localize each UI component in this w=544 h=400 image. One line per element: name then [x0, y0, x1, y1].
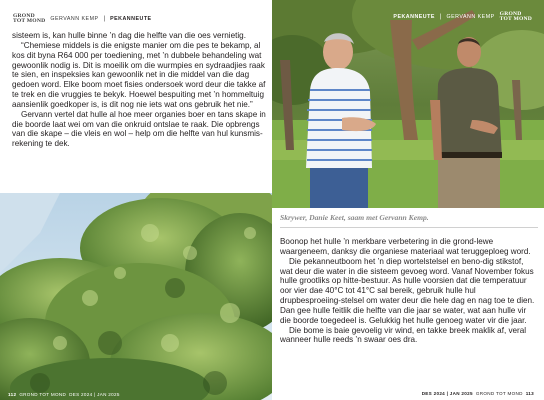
right-page [272, 0, 544, 400]
header-separator: | [103, 16, 106, 22]
pecan-tree-photo [0, 193, 272, 400]
header-author: GERVANN KEMP [446, 14, 495, 20]
page-folio-right [422, 391, 534, 396]
folio-issue: DES 2024 | JAN 2025 [421, 391, 473, 396]
paragraph: “Chemiese middels is die enigste manier om die pes te bekamp, al kos dit byna R64 000 per toediening, met ’n dubbele behandeling wat gewoonlik nodig is. Dit is moeilik om die wurmpies en sydraadjies raak te sien, en inspeksies kan gewoonlik net in die middel van die dag gedoen word. Elke boom moet fisies ondersoek word deur die takke af te trek en die vruggies te bekyk. Hoewel bespuiting met ’n hommeltuig aansienlik goedkoper is, is dit nog nie iets wat ons gebruik het nie.” [12, 40, 266, 109]
page-number: 113 [525, 391, 534, 396]
magazine-logo [500, 12, 532, 22]
logo-line-1: GROND [499, 11, 522, 17]
page-number: 112 [8, 392, 17, 397]
folio-issue: DES 2024 | JAN 2025 [69, 392, 120, 397]
running-header-right [393, 12, 532, 22]
paragraph: Die bome is baie gevoelig vir wind, en takke breek maklik af, veral wanneer hulle reeds ’n swaar oes dra. [280, 325, 527, 345]
folio-publication: GROND TOT MOND [475, 391, 523, 396]
logo-line-2: TOT MOND [13, 18, 46, 24]
page-folio-left [8, 392, 120, 397]
header-section: PEKANNEUTE [393, 14, 435, 20]
article-body-right [280, 237, 538, 345]
paragraph: sisteem is, kan hulle binne ’n dag die helfte van die oes vernietig. [12, 31, 246, 40]
logo-line-1: GROND [13, 13, 35, 19]
two-men-orchard-photo [272, 0, 544, 208]
folio-publication: GROND TOT MOND [19, 392, 67, 397]
paragraph: Boonop het hulle ’n merkbare verbetering in die grond-lewe waargeneem, danksy die organiese materiaal wat teruggeploeg word. [280, 237, 531, 256]
paragraph: Gervann vertel dat hulle al hoe meer organies boer en tans skape in die boorde laat wei om van die onkruid ontslae te raak. Die opbrengs van die skape – die vleis en wol – help om die helfte van hul kunsmis-rekening te dek. [12, 109, 266, 149]
logo-line-2: TOT MOND [499, 16, 532, 22]
running-header-left [13, 12, 152, 26]
paragraph: Die pekanneutboom het ’n diep wortelstelsel en beno-dig stikstof, wat deur die water in die sisteem gevoeg word. Vanaf November fokus hulle grootliks op hitte-bestuur. As hulle voorsien dat die temperatuur oor vier dae 40°C tot 41°C sal bereik, gebruik hulle hul drupbesproeiing-stelsel om water deur die hele dag en nag toe te dien. Dan gee hulle feitlik die helfte van die jaar se water, wat aan hulle vir die boorde toegedeel is. Gelukkig het hulle genoeg water vir die jaar. [280, 256, 535, 325]
header-section: PEKANNEUTE [110, 16, 152, 22]
header-separator: | [439, 14, 442, 20]
photo-caption: Skrywer, Danie Keet, saam met Gervann Kemp. [280, 213, 429, 222]
article-body-left [12, 31, 266, 149]
magazine-logo [13, 14, 45, 24]
header-author: GERVANN KEMP [50, 16, 99, 22]
caption-divider [280, 227, 538, 228]
